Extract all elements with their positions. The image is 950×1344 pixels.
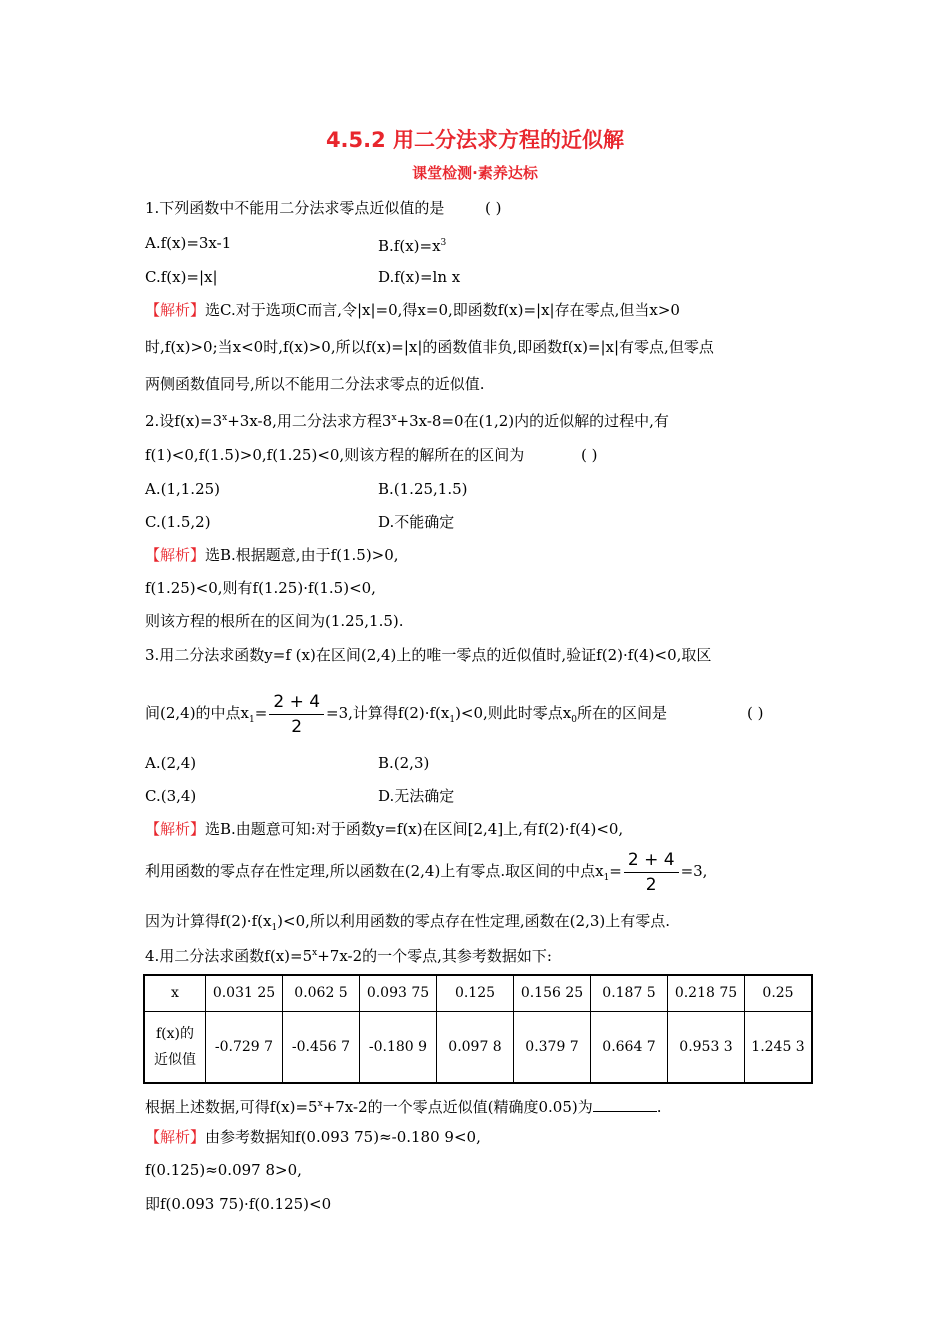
q2-option-a: A.(1,1.25): [145, 480, 221, 498]
q3-option-d: D.无法确定: [378, 787, 455, 805]
table-cell: 0.25: [745, 975, 813, 1011]
q2-answer-paren: ( ): [581, 446, 598, 464]
q3-analysis-2: 利用函数的零点存在性定理,所以函数在(2,4)上有零点.取区间的中点$x_1=$ $\frac{2 + 4}{2}$ =3,: [145, 849, 708, 895]
reference-data-table: [143, 974, 813, 1084]
q2-option-d: D.不能确定: [378, 513, 455, 531]
table-header-cell: x: [144, 975, 206, 1011]
table-cell: 0.031 25: [206, 975, 283, 1011]
q2-options-ab: [145, 479, 468, 499]
q1-options-cd: [145, 267, 461, 287]
q3-answer-paren: ( ): [747, 704, 764, 722]
q3-option-b: B.(2,3): [378, 754, 430, 772]
q1-analysis-1: 【解析】选C.对于选项C而言,令|x|=0,得x=0,即函数f(x)=|x|存在零点,但当x>0: [145, 301, 680, 319]
answer-blank[interactable]: [593, 1097, 657, 1112]
analysis-tag: 【解析】: [145, 820, 206, 838]
q2-option-c: C.(1.5,2): [145, 513, 211, 531]
q1-options-ab: [145, 233, 447, 255]
analysis-tag: 【解析】: [145, 546, 206, 564]
q3-options-cd: [145, 786, 455, 806]
q3-stem-2: 间(2,4)的中点$x_1=$ $\frac{2 + 4}{2}$ =3,计算得$f(2)\cdot f(x_1)<0$,则此时零点$x_0$所在的区间是 ( ): [145, 691, 764, 737]
table-cell: -0.456 7: [283, 1011, 360, 1083]
q2-stem-1: 2.设$f(x)=3^x+3x-8$,用二分法求方程$3^x+3x-8=0$在(1,2)内的近似解的过程中,有: [145, 412, 669, 430]
q4-analysis-1: 【解析】由参考数据知f(0.093 75)≈-0.180 9<0,: [145, 1128, 481, 1146]
table-cell: 0.093 75: [360, 975, 437, 1011]
q1-option-d: D.f(x)=ln x: [378, 268, 461, 286]
fraction-midpoint: $\frac{2 + 4}{2}$: [624, 850, 679, 895]
q4-question: 根据上述数据,可得$f(x)=5^x+7x-2$的一个零点近似值(精确度0.05)为 .: [145, 1098, 662, 1116]
table-cell: 0.097 8: [437, 1011, 514, 1083]
table-header-cell: f(x)的 近似值: [144, 1011, 206, 1083]
q3-option-c: C.(3,4): [145, 787, 197, 805]
q1-analysis-2: 时,f(x)>0;当x<0时,f(x)>0,所以f(x)=|x|的函数值非负,即函数f(x)=|x|有零点,但零点: [145, 338, 714, 356]
table-row: [144, 975, 812, 1011]
q2-stem-2: f(1)<0,f(1.5)>0,f(1.25)<0,则该方程的解所在的区间为 ( ): [145, 446, 598, 464]
table-cell: 0.187 5: [591, 975, 668, 1011]
analysis-tag: 【解析】: [145, 1128, 206, 1146]
q4-analysis-3: 即f(0.093 75)·f(0.125)<0: [145, 1195, 332, 1213]
q3-option-a: A.(2,4): [145, 754, 197, 772]
q1-analysis-3: 两侧函数值同号,所以不能用二分法求零点的近似值.: [145, 375, 485, 393]
analysis-tag: 【解析】: [145, 301, 206, 319]
q3-stem-1: 3.用二分法求函数y=f (x)在区间(2,4)上的唯一零点的近似值时,验证f(2)·f(4)<0,取区: [145, 646, 712, 664]
q1-option-b: $B.f(x)=x^3$: [378, 237, 447, 255]
table-cell: 0.664 7: [591, 1011, 668, 1083]
q2-analysis-2: f(1.25)<0,则有f(1.25)·f(1.5)<0,: [145, 579, 376, 597]
table-cell: 0.062 5: [283, 975, 360, 1011]
table-cell: 0.953 3: [668, 1011, 745, 1083]
q1-answer-paren: ( ): [485, 199, 502, 217]
q2-options-cd: [145, 512, 455, 532]
table-cell: 0.125: [437, 975, 514, 1011]
q4-stem: 4.用二分法求函数$f(x)=5^x+7x-2$的一个零点,其参考数据如下:: [145, 947, 552, 965]
table-cell: -0.180 9: [360, 1011, 437, 1083]
q3-analysis-1: 【解析】选B.由题意可知:对于函数y=f(x)在区间[2,4]上,有f(2)·f(4)<0,: [145, 820, 624, 838]
q4-analysis-2: f(0.125)≈0.097 8>0,: [145, 1161, 302, 1179]
q3-options-ab: [145, 753, 430, 773]
q1-stem: 1.下列函数中不能用二分法求零点近似值的是 ( ): [145, 199, 502, 217]
q1-option-c: C.f(x)=|x|: [145, 268, 218, 286]
fraction-midpoint: $\frac{2 + 4}{2}$: [269, 692, 324, 737]
q3-analysis-3: 因为计算得$f(2)\cdot f(x_1)<0$,所以利用函数的零点存在性定理,函数在(2,3)上有零点.: [145, 912, 671, 933]
table-cell: 0.218 75: [668, 975, 745, 1011]
table-cell: 0.156 25: [514, 975, 591, 1011]
table-row: [144, 1011, 812, 1083]
table-cell: 1.245 3: [745, 1011, 813, 1083]
table-cell: 0.379 7: [514, 1011, 591, 1083]
table-cell: -0.729 7: [206, 1011, 283, 1083]
page-title: 4.5.2 用二分法求方程的近似解: [325, 128, 625, 152]
page-subtitle: 课堂检测·素养达标: [412, 164, 538, 182]
q2-analysis-3: 则该方程的根所在的区间为(1.25,1.5).: [145, 612, 404, 630]
q2-analysis-1: 【解析】选B.根据题意,由于f(1.5)>0,: [145, 546, 399, 564]
q2-option-b: B.(1.25,1.5): [378, 480, 468, 498]
q1-option-a: A.f(x)=3x-1: [145, 234, 232, 252]
